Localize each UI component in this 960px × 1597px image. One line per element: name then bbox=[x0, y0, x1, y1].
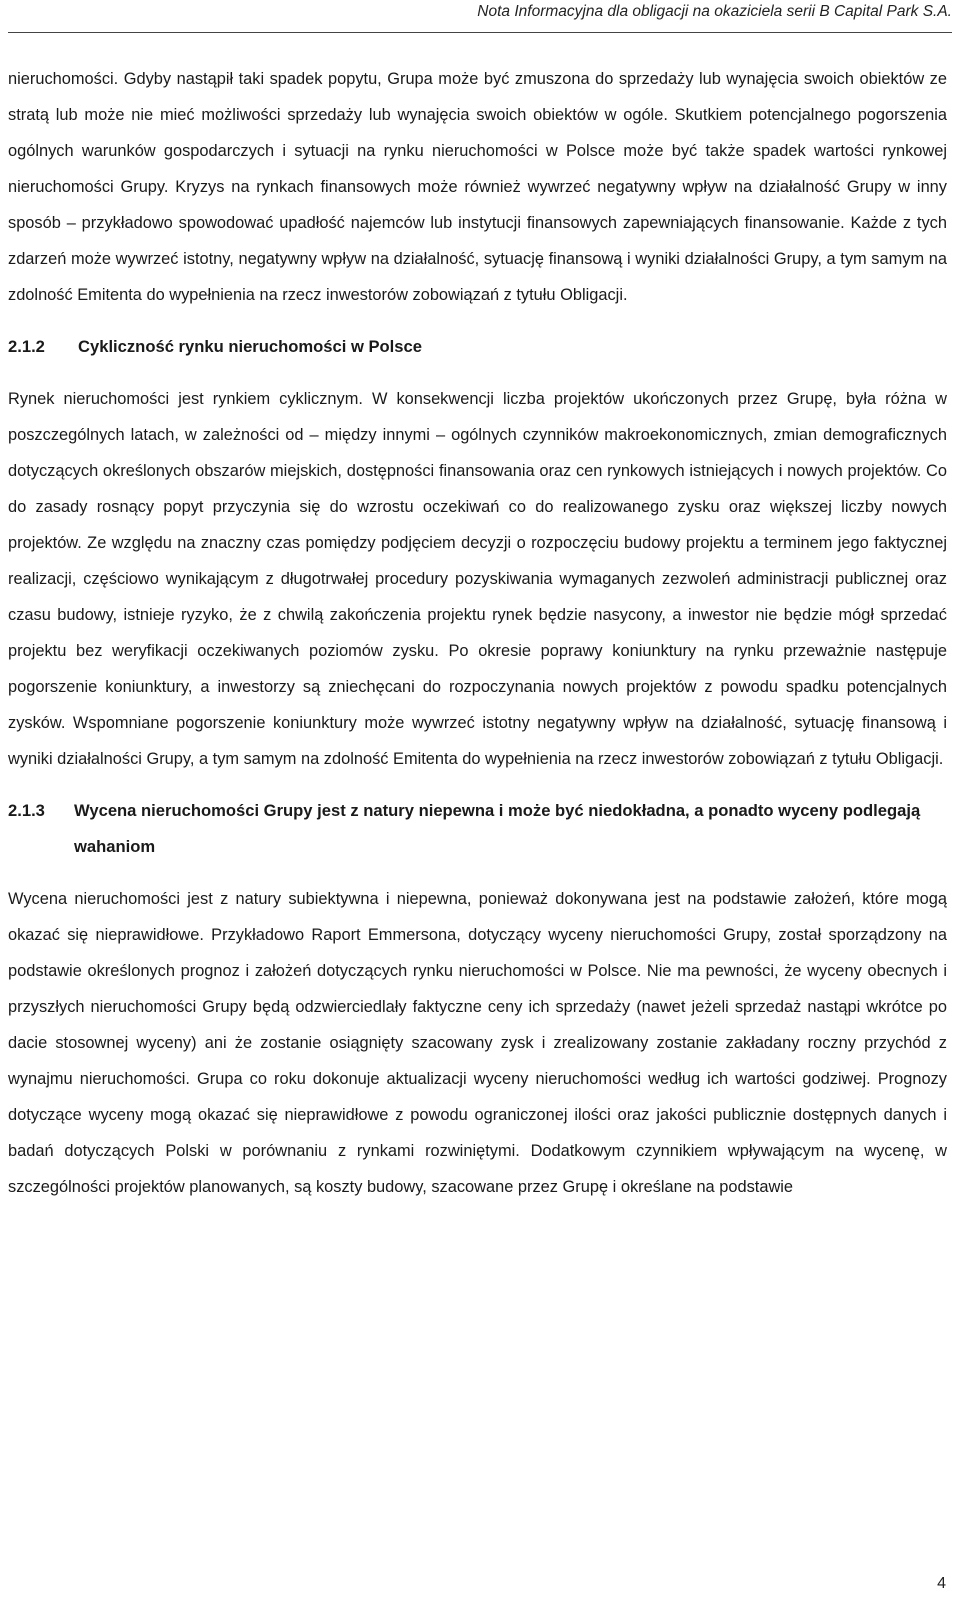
section-title: Cykliczność rynku nieruchomości w Polsce bbox=[78, 337, 422, 356]
page-number: 4 bbox=[937, 1575, 946, 1592]
section-paragraph-2-1-3: Wycena nieruchomości jest z natury subiektywna i niepewna, ponieważ dokonywana jest na podstawie założeń, które mogą okazać się nieprawidłowe. Przykładowo Raport Emmersona, dotyczący wyceny nieruchomości Grupy, został sporządzony na podstawie określonych prognoz i założeń dotyczących rynku nieruchomości w Polsce. Nie ma pewności, że wyceny obecnych i przyszłych nieruchomości Grupy będą odzwierciedlały faktyczne ceny ich sprzedaży (nawet jeżeli sprzedaż nastąpi wkrótce po dacie stosownej wyceny) ani że zostanie osiągnięty szacowany zysk i zrealizowany zostanie zakładany roczny przychód z wynajmu nieruchomości. Grupa co roku dokonuje aktualizacji wyceny nieruchomości według ich wartości godziwej. Prognozy dotyczące wyceny mogą okazać się nieprawidłowe z powodu ograniczonej ilości oraz jakości publicznie dostępnych danych i badań dotyczących Polski w porównaniu z rynkami rozwiniętymi. Dodatkowym czynnikiem wpływającym na wycenę, w szczególności projektów planowanych, są koszty budowy, szacowane przez Grupę i określane na podstawie bbox=[8, 890, 947, 1196]
document-body bbox=[8, 61, 947, 1205]
section-heading-2-1-2 bbox=[8, 329, 947, 365]
header-divider bbox=[8, 32, 952, 33]
paragraph-continued: nieruchomości. Gdyby nastąpił taki spadek popytu, Grupa może być zmuszona do sprzedaży lub wynajęcia swoich obiektów ze stratą lub może nie mieć możliwości sprzedaży lub wynajęcia swoich obiektów w ogóle. Skutkiem potencjalnego pogorszenia ogólnych warunków gospodarczych i sytuacji na rynku nieruchomości w Polsce może być także spadek wartości rynkowej nieruchomości Grupy. Kryzys na rynkach finansowych może również wywrzeć negatywny wpływ na działalność Grupy w inny sposób – przykładowo spowodować upadłość najemców lub instytucji finansowych zapewniających finansowanie. Każde z tych zdarzeń może wywrzeć istotny, negatywny wpływ na działalność, sytuację finansową i wyniki działalności Grupy, a tym samym na zdolność Emitenta do wypełnienia na rzecz inwestorów zobowiązań z tytułu Obligacji. bbox=[8, 70, 947, 304]
section-title: Wycena nieruchomości Grupy jest z natury niepewna i może być niedokładna, a ponadto wyceny podlegają wahaniom bbox=[74, 801, 921, 856]
section-heading-2-1-3 bbox=[8, 793, 947, 865]
section-paragraph-2-1-2: Rynek nieruchomości jest rynkiem cyklicznym. W konsekwencji liczba projektów ukończonych przez Grupę, była różna w poszczególnych latach, w zależności od – między innymi – ogólnych czynników makroekonomicznych, zmian demograficznych dotyczących określonych obszarów miejskich, dostępności finansowania oraz cen rynkowych istniejących i nowych projektów. Co do zasady rosnący popyt przyczynia się do wzrostu oczekiwań co do realizowanego zysku oraz większej liczby nowych projektów. Ze względu na znaczny czas pomiędzy podjęciem decyzji o rozpoczęciu budowy projektu a terminem jego faktycznej realizacji, częściowo wynikającym z długotrwałej procedury pozyskiwania wymaganych zezwoleń administracji publicznej oraz czasu budowy, istnieje ryzyko, że z chwilą zakończenia projektu rynek będzie nasycony, a inwestor nie będzie mógł sprzedać projektu bez weryfikacji oczekiwanych poziomów zysku. Po okresie poprawy koniunktury na rynku przeważnie następuje pogorszenie koniunktury, a inwestorzy są zniechęcani do rozpoczynania nowych projektów z powodu spadku potencjalnych zysków. Wspomniane pogorszenie koniunktury może wywrzeć istotny negatywny wpływ na działalność, sytuację finansową i wyniki działalności Grupy, a tym samym na zdolność Emitenta do wypełnienia na rzecz inwestorów zobowiązań z tytułu Obligacji. bbox=[8, 390, 947, 768]
section-number: 2.1.3 bbox=[8, 801, 45, 820]
running-header: Nota Informacyjna dla obligacji na okaziciela serii B Capital Park S.A. bbox=[477, 3, 952, 20]
section-number: 2.1.2 bbox=[8, 337, 45, 356]
